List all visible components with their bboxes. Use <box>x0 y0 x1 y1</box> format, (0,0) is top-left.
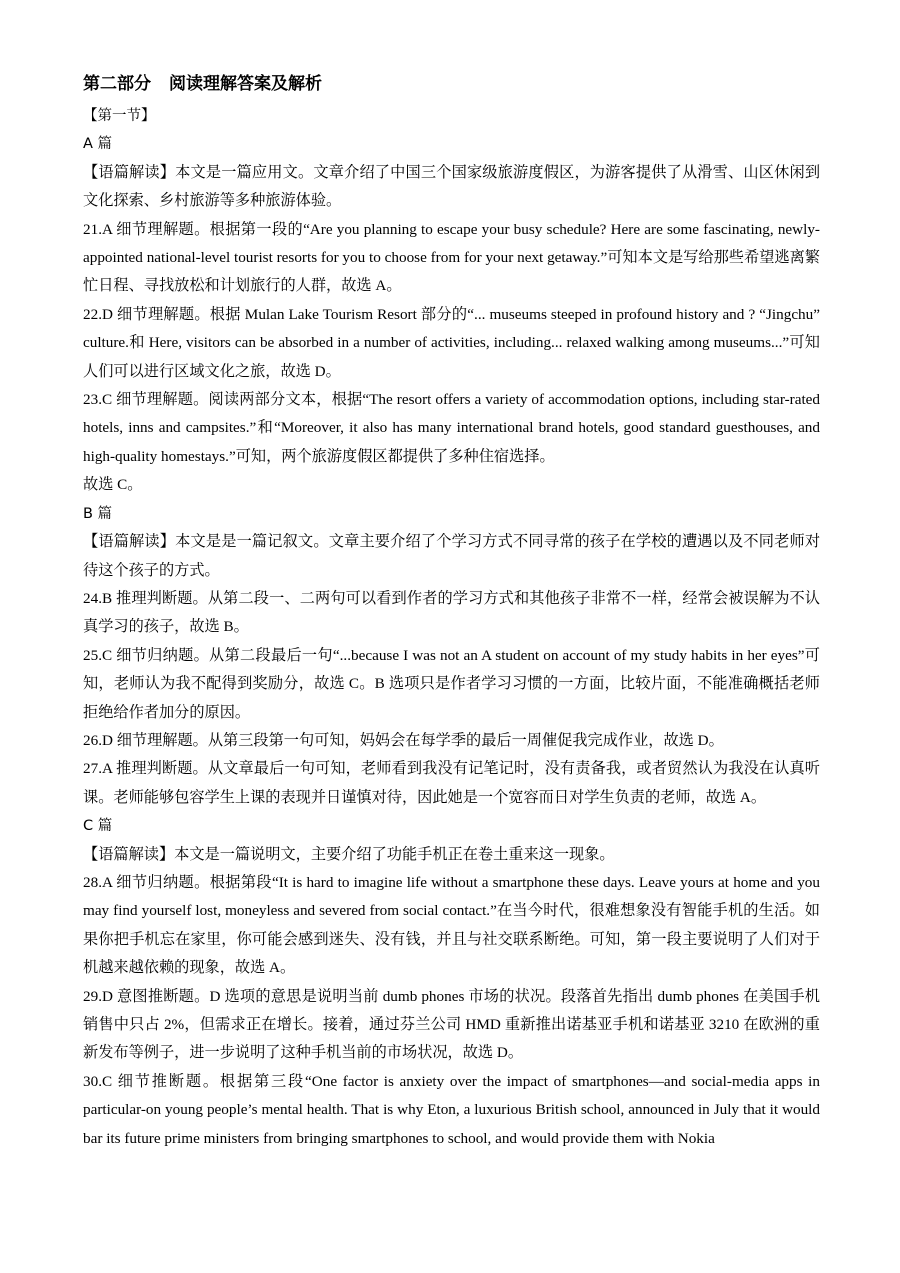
answer-25: 25.C 细节归纳题。从第二段最后一句“...because I was not an A student on account of my study habits in her eyes”可知，老师认为我不配得到奖励分，故选 C。B 选项只是作者学习习惯的一方面，比较片面，不能准确概括老师拒绝给作者加分的原因。 <box>83 646 820 721</box>
passage-a-label: A 篇 <box>83 136 113 153</box>
page-title <box>83 66 820 102</box>
passage-a-intro: 【语篇解读】本文是一篇应用文。文章介绍了中国三个国家级旅游度假区，为游客提供了从滑雪、山区休闲到文化探索、乡村旅游等多种旅游体验。 <box>83 163 820 210</box>
answer-26: 26.D 细节理解题。从第三段第一句可知，妈妈会在每学季的最后一周催促我完成作业，故选 D。 <box>83 731 724 749</box>
answer-22: 22.D 细节理解题。根据 Mulan Lake Tourism Resort 部分的“... museums steeped in profound history and ? “Jingchu” culture.和 Here, visitors can be absorbed in a number of activities, including... relaxed walking among museums...”可知人们可以进行区域文化之旅，故选 D。 <box>83 305 820 380</box>
section-label: 【第一节】 <box>83 108 156 124</box>
answer-21: 21.A 细节理解题。根据第一段的“Are you planning to escape your busy schedule? Here are some fascinating, newly-appointed national-level tourist resorts for you to choose from for your next getaway.”可知本文是写给那些希望逃离繁忙日程、寻找放松和计划旅行的人群，故选 A。 <box>83 220 820 295</box>
passage-c-label: C 篇 <box>83 818 113 835</box>
part-label: 第二部分 <box>83 74 151 94</box>
answer-27: 27.A 推理判断题。从文章最后一句可知，老师看到我没有记笔记时，没有责备我，或者贸然认为我没在认真听课。老师能够包容学生上课的表现并日谨慎对待，因此她是一个宽容而日对学生负责的老师，故选 A。 <box>83 760 820 806</box>
answer-24: 24.B 推理判断题。从第二段一、二两句可以看到作者的学习方式和其他孩子非常不一样，经常会被误解为不认真学习的孩子，故选 B。 <box>83 589 820 636</box>
passage-b-intro: 【语篇解读】本文是是一篇记叙文。文章主要介绍了个学习方式不同寻常的孩子在学校的遭遇以及不同老师对待这个孩子的方式。 <box>83 533 820 579</box>
answer-23: 23.C 细节理解题。阅读两部分文本，根据“The resort offers a variety of accommodation options, including star-rated hotels, inns and campsites.”和“Moreover, it also has many international brand hotels, good standard guesthouses, and high-quality homestays.”可知，两个旅游度假区都提供了多种住宿选择。 <box>83 391 820 465</box>
title-text: 阅读理解答案及解析 <box>169 74 322 94</box>
passage-c-intro: 【语篇解读】本文是一篇说明文，主要介绍了功能手机正在卷土重来这一现象。 <box>83 845 615 863</box>
answer-23-end: 故选 C。 <box>83 476 143 494</box>
answer-30: 30.C 细节推断题。根据第三段“One factor is anxiety over the impact of smartphones—and social-media apps in particular-on young people’s mental health. That is why Eton, a luxurious British school, announced in July that it would bar its future prime ministers from bringing smartphones to school, and would provide them with Nokia <box>83 1072 820 1147</box>
answer-29: 29.D 意图推断题。D 选项的意思是说明当前 dumb phones 市场的状况。段落首先指出 dumb phones 在美国手机销售中只占 2%，但需求正在增长。接着，通过芬兰公司 HMD 重新推出诺基亚手机和诺基亚 3210 在欧洲的重新发布等例子，进一步说明了这种手机当前的市场状况，故选 D。 <box>83 987 820 1062</box>
answer-document <box>83 66 820 1153</box>
answer-28: 28.A 细节归纳题。根据第段“It is hard to imagine life without a smartphone these days. Leave yours at home and you may find yourself lost, moneyless and severed from social contact.”在当今时代，很难想象没有智能手机的生活。如果你把手机忘在家里，你可能会感到迷失、没有钱，并且与社交联系断绝。可知，第一段主要说明了人们对于机越来越依赖的现象，故选 A。 <box>83 873 820 977</box>
passage-b-label: B 篇 <box>83 505 113 522</box>
